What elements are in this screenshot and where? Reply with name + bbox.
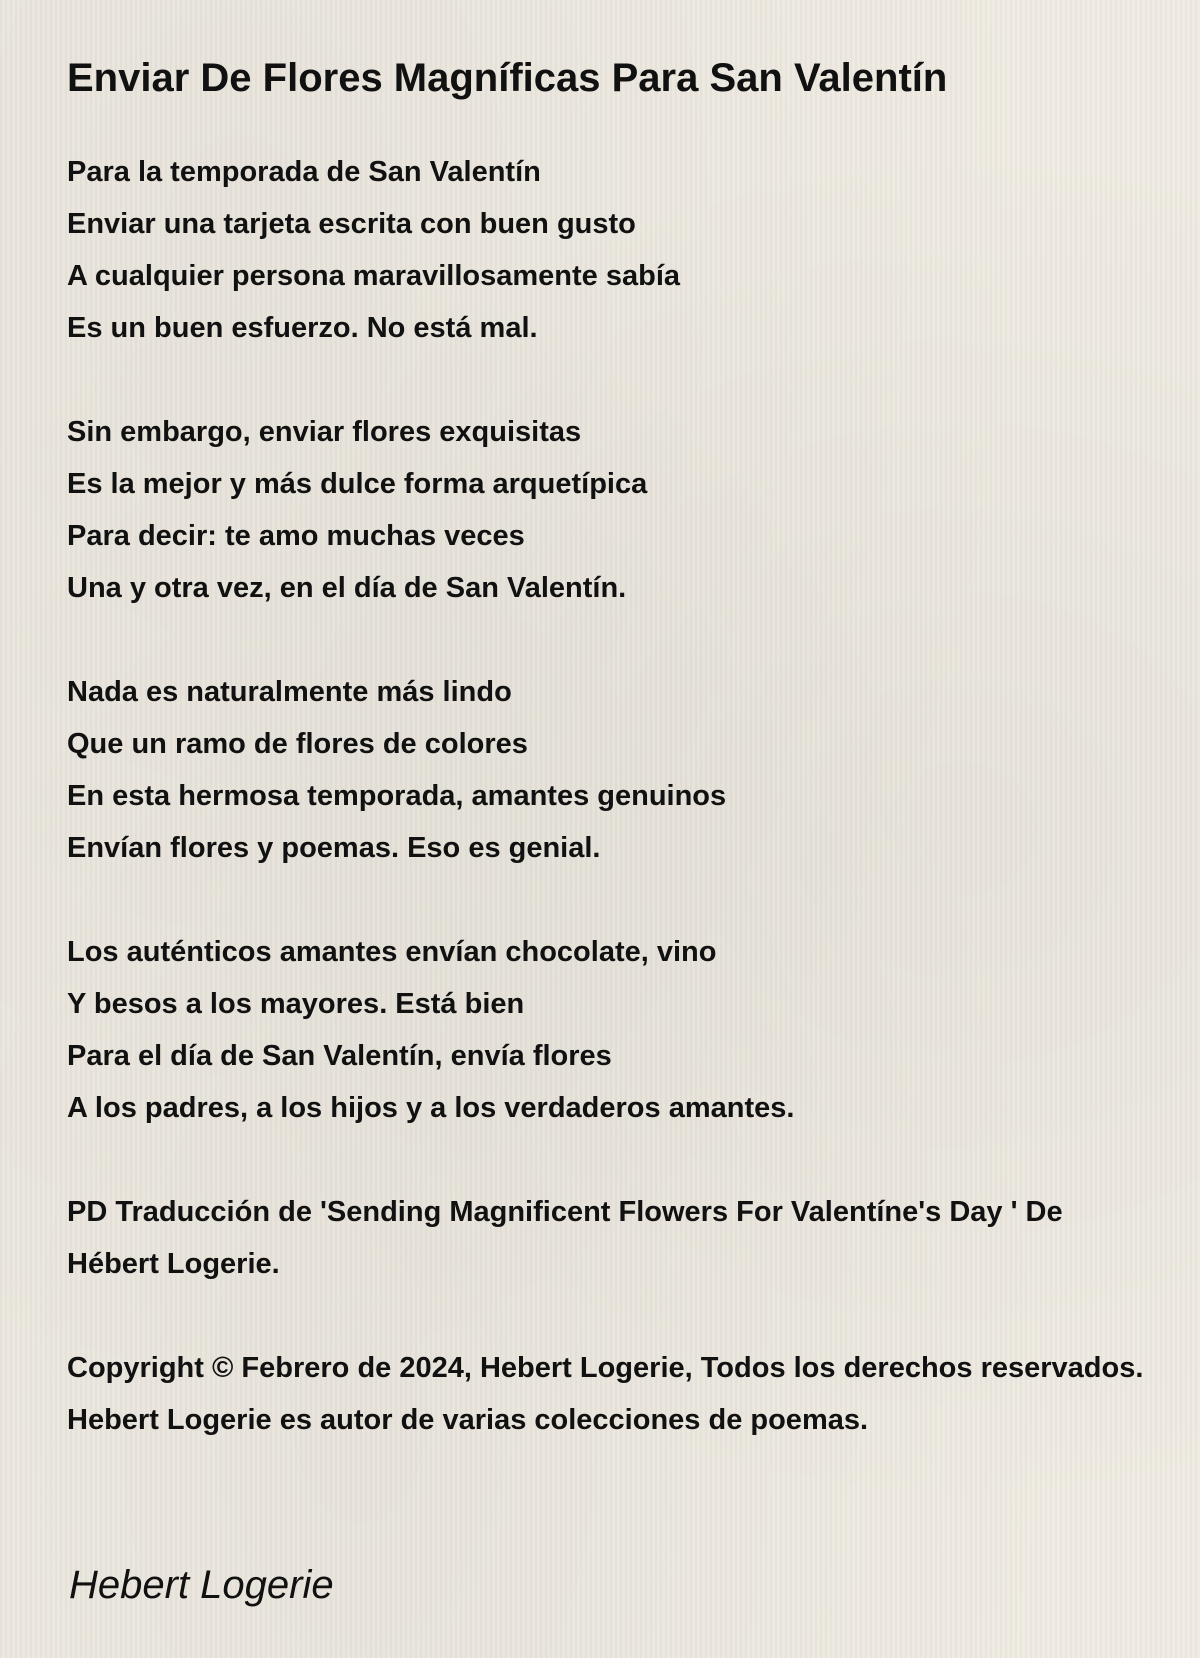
poem-line: Enviar una tarjeta escrita con buen gusto [67,208,636,240]
poem-line: En esta hermosa temporada, amantes genuinos [67,780,727,812]
poem-card [67,48,1147,1446]
poem-title: Enviar De Flores Magníficas Para San Valentín [67,56,948,100]
stanza-1 [67,146,1147,354]
translation-note [67,1186,1147,1290]
poem-line: Los auténticos amantes envían chocolate, vino [67,936,717,968]
poem-line: A los padres, a los hijos y a los verdaderos amantes. [67,1092,795,1124]
poem-line: Para decir: te amo muchas veces [67,520,525,552]
poem-line: A cualquier persona maravillosamente sabía [67,260,681,292]
copyright-text: Copyright © Febrero de 2024, Hebert Logerie, Todos los derechos reservados. [67,1352,1144,1384]
stanza-4 [67,926,1147,1134]
translation-note-text: PD Traducción de 'Sending Magnificent Flowers For Valentíne's Day ' De Hébert Logerie. [67,1196,1063,1280]
stanza-3 [67,666,1147,874]
poem-line: Sin embargo, enviar flores exquisitas [67,416,582,448]
poem-line: Y besos a los mayores. Está bien [67,988,525,1020]
author-signature: Hebert Logerie [69,1563,334,1607]
poem-line: Que un ramo de flores de colores [67,728,528,760]
copyright-block [67,1342,1147,1446]
poem-body [67,146,1147,1446]
poem-line: Nada es naturalmente más lindo [67,676,512,708]
poem-line: Para el día de San Valentín, envía flores [67,1040,612,1072]
poem-line: Para la temporada de San Valentín [67,156,541,188]
poem-line: Una y otra vez, en el día de San Valentín. [67,572,627,604]
poem-line: Es la mejor y más dulce forma arquetípica [67,468,648,500]
author-note: Hebert Logerie es autor de varias colecciones de poemas. [67,1404,869,1436]
stanza-2 [67,406,1147,614]
poem-line: Es un buen esfuerzo. No está mal. [67,312,538,344]
poem-line: Envían flores y poemas. Eso es genial. [67,832,601,864]
